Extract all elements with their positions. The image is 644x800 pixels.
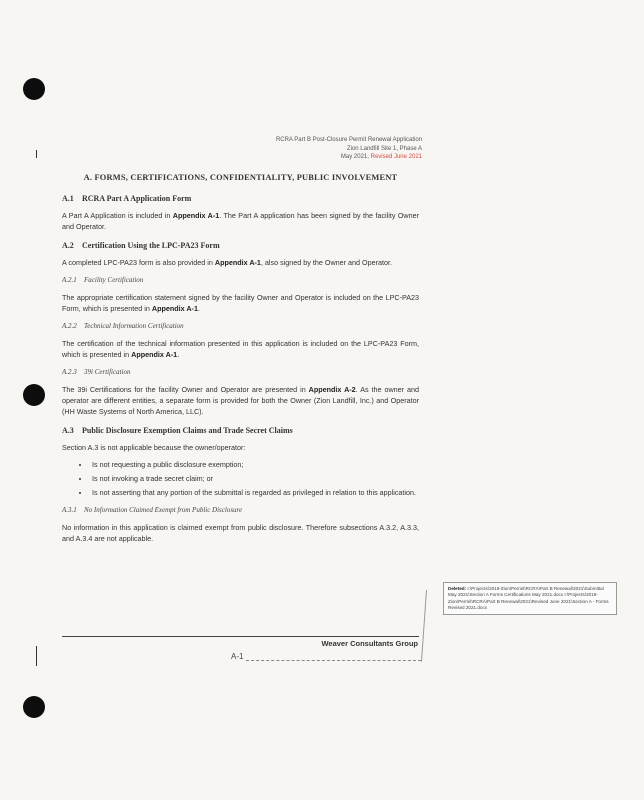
heading-number: A.2: [62, 241, 74, 250]
text: .: [197, 304, 200, 313]
heading-a31: [62, 505, 419, 516]
text: The appropriate certification statement signed by the facility Owner and Operator is included on the LPC-PA23 Form, which is presented in: [62, 293, 419, 313]
section-break-line: [246, 660, 421, 661]
text: , also signed by the Owner and Operator.: [260, 258, 392, 267]
heading-text: Facility Certification: [84, 276, 144, 284]
appendix-ref: Appendix A-1: [131, 350, 178, 359]
heading-text: No Information Claimed Exempt from Public Disclosure: [84, 506, 243, 514]
paragraph-a1: [62, 210, 419, 232]
heading-a3: [62, 425, 419, 436]
text: A completed LPC-PA23 form is also provided in: [62, 258, 215, 267]
text: The 39i Certifications for the facility Owner and Operator are presented in: [62, 385, 309, 394]
margin-mark: [36, 646, 37, 666]
heading-number: A.2.1: [62, 276, 77, 284]
paragraph-a23: [62, 384, 419, 417]
heading-text: Certification Using the LPC-PA23 Form: [82, 241, 220, 250]
appendix-ref: Appendix A-1: [214, 258, 261, 267]
heading-text: RCRA Part A Application Form: [82, 194, 192, 203]
text: The certification of the technical information presented in this application is included on the LPC-PA23 Form, which is presented in: [62, 339, 419, 359]
bullet-list: [62, 459, 419, 498]
heading-a2: [62, 240, 419, 251]
paragraph-a2: [62, 257, 419, 268]
header-line-2: Zion Landfill Site 1, Phase A: [346, 145, 422, 152]
comment-connector-line: [421, 590, 427, 662]
heading-a22: [62, 321, 419, 332]
header-revision: Revised June 2021: [370, 154, 422, 160]
page-number: A-1: [231, 652, 244, 661]
binder-hole-top: [23, 78, 45, 100]
heading-number: A.2.3: [62, 368, 77, 376]
header-line-3: [276, 153, 422, 162]
appendix-ref: Appendix A-2: [308, 385, 356, 394]
document-header: [276, 136, 422, 162]
heading-a23: [62, 367, 419, 378]
comment-text: I:\Projects\2019-Zion\Permit\RCRA\Part B Renewal\2021\Submittal May 2021\Section A Forms Certifications May 2021.docx I:\Projects\2019-Zion\Permit\RCRA\Part B Renewal\2021\Revised June 2021\Section A - Forms Revised 2021.docx: [448, 586, 609, 610]
list-item: • Is not asserting that any portion of the submittal is regarded as privileged in relation to this application.: [90, 487, 419, 498]
text: . As the owner and operator are different entities, a separate form is provided for both the Owner (Zion Landfill, Inc.) and Operator (HH Waste Systems of North America, LLC).: [62, 385, 419, 416]
deleted-comment-balloon[interactable]: [443, 582, 617, 615]
list-item: • Is not requesting a public disclosure exemption;: [90, 459, 419, 470]
header-date: May 2021,: [340, 154, 369, 160]
binder-hole-bottom: [23, 696, 45, 718]
appendix-ref: Appendix A-1: [172, 211, 220, 220]
heading-a21: [62, 275, 419, 286]
text: . The Part A application has been signed by the facility Owner and Operator.: [62, 211, 419, 231]
footer-company: Weaver Consultants Group: [321, 639, 418, 648]
appendix-ref: Appendix A-1: [151, 304, 198, 313]
heading-a1: [62, 193, 419, 204]
heading-number: A.3.1: [62, 506, 77, 514]
document-body: [62, 172, 419, 550]
header-line-1: RCRA Part B Post-Closure Permit Renewal Application: [275, 137, 422, 143]
paragraph-a22: [62, 338, 419, 360]
heading-number: A.3: [62, 426, 74, 435]
paragraph-a3: Section A.3 is not applicable because the owner/operator:: [62, 443, 246, 452]
margin-mark: [36, 150, 37, 158]
section-title: A. FORMS, CERTIFICATIONS, CONFIDENTIALITY, PUBLIC INVOLVEMENT: [83, 173, 398, 182]
list-item: • Is not invoking a trade secret claim; or: [90, 473, 419, 484]
text: A Part A Application is included in: [62, 211, 173, 220]
paragraph-a21: [62, 292, 419, 314]
heading-text: Technical Information Certification: [84, 322, 184, 330]
heading-number: A.1: [62, 194, 74, 203]
footer-rule: [62, 636, 419, 637]
text: .: [177, 350, 180, 359]
heading-text: 39i Certification: [84, 368, 131, 376]
paragraph-a31: No information in this application is claimed exempt from public disclosure. Therefore subsections A.3.2, A.3.3, and A.3.4 are not applicable.: [62, 523, 419, 543]
comment-label: Deleted:: [448, 586, 467, 591]
heading-number: A.2.2: [62, 322, 77, 330]
heading-text: Public Disclosure Exemption Claims and Trade Secret Claims: [82, 426, 293, 435]
binder-hole-middle: [23, 384, 45, 406]
